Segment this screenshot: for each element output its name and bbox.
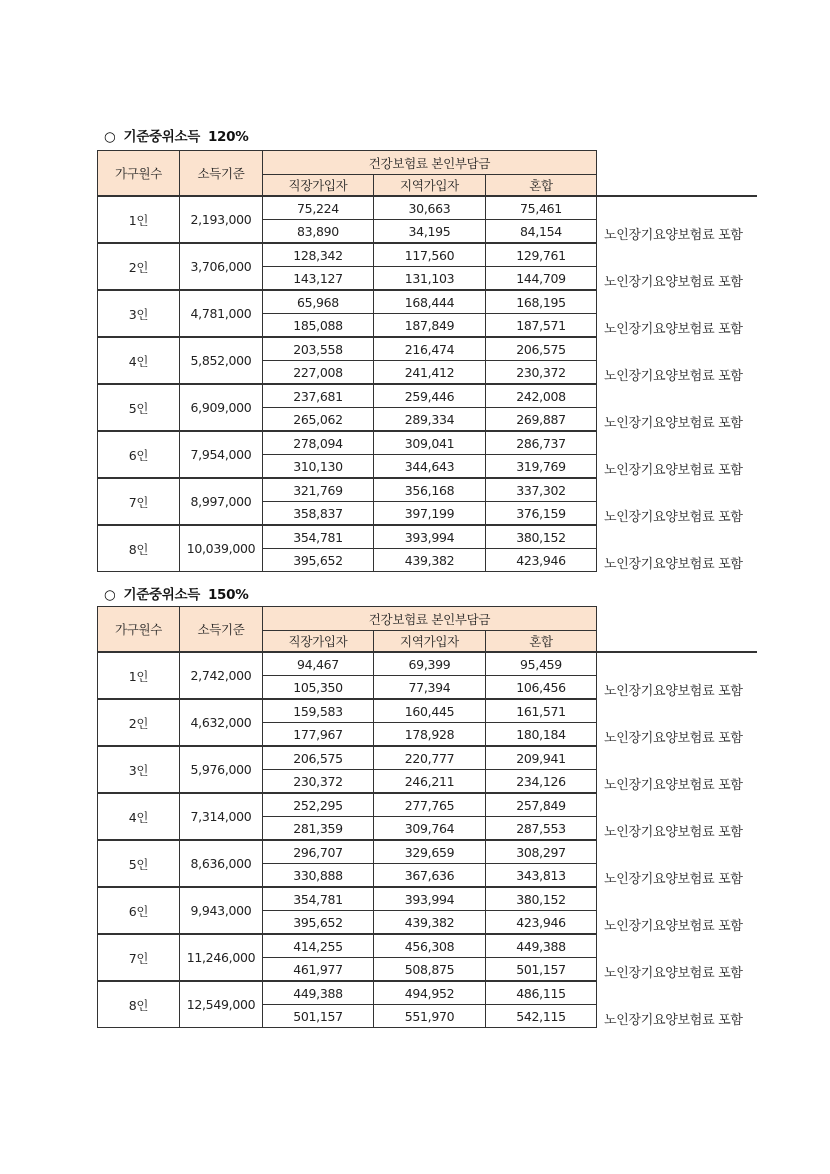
- note-cell: 노인장기요양보험료 포함: [604, 731, 743, 746]
- section-title-150: [104, 583, 248, 603]
- table-row: [98, 525, 757, 549]
- header-col3: 혼합: [486, 175, 597, 197]
- note-cell: 노인장기요양보험료 포함: [604, 825, 743, 840]
- note-cell-empty: [597, 384, 757, 408]
- note-cell: 노인장기요양보험료 포함: [604, 416, 743, 431]
- fee-cell: 354,781: [263, 525, 374, 549]
- fee-cell-incl-ltc: 344,643: [374, 455, 486, 479]
- income-cell: 8,997,000: [180, 478, 263, 525]
- income-cell: 2,742,000: [180, 652, 263, 699]
- fee-cell-incl-ltc: 187,571: [486, 314, 597, 338]
- section-title-text: 기준중위소득: [123, 129, 200, 145]
- fee-cell: 277,765: [374, 793, 486, 817]
- fee-cell: 393,994: [374, 887, 486, 911]
- fee-cell: 356,168: [374, 478, 486, 502]
- fee-cell-incl-ltc: 178,928: [374, 723, 486, 747]
- fee-cell: 160,445: [374, 699, 486, 723]
- income-cell: 4,781,000: [180, 290, 263, 337]
- table-row: [98, 934, 757, 958]
- note-cell: 노인장기요양보험료 포함: [604, 510, 743, 525]
- fee-cell-incl-ltc: 330,888: [263, 864, 374, 888]
- table-row: [98, 337, 757, 361]
- fee-cell: 203,558: [263, 337, 374, 361]
- household-cell: 7인: [98, 934, 180, 981]
- fee-cell-incl-ltc: 230,372: [486, 361, 597, 385]
- income-cell: 7,954,000: [180, 431, 263, 478]
- income-cell: 4,632,000: [180, 699, 263, 746]
- fee-cell: 252,295: [263, 793, 374, 817]
- fee-cell: 486,115: [486, 981, 597, 1005]
- fee-cell: 65,968: [263, 290, 374, 314]
- table-row: [98, 793, 757, 817]
- table-row: [98, 981, 757, 1005]
- fee-cell: 30,663: [374, 196, 486, 220]
- fee-cell-incl-ltc: 439,382: [374, 911, 486, 935]
- household-cell: 5인: [98, 840, 180, 887]
- header-col2: 지역가입자: [374, 175, 486, 197]
- fee-cell-incl-ltc: 397,199: [374, 502, 486, 526]
- household-cell: 8인: [98, 981, 180, 1028]
- fee-cell: 161,571: [486, 699, 597, 723]
- fee-cell-incl-ltc: 241,412: [374, 361, 486, 385]
- fee-cell-incl-ltc: 265,062: [263, 408, 374, 432]
- household-cell: 2인: [98, 699, 180, 746]
- household-cell: 8인: [98, 525, 180, 572]
- note-cell: 노인장기요양보험료 포함: [604, 684, 743, 699]
- fee-cell: 69,399: [374, 652, 486, 676]
- fee-cell: 494,952: [374, 981, 486, 1005]
- note-cell-empty: [597, 652, 757, 676]
- household-cell: 3인: [98, 746, 180, 793]
- fee-cell: 321,769: [263, 478, 374, 502]
- fee-cell: 168,444: [374, 290, 486, 314]
- note-cell-empty: [597, 337, 757, 361]
- fee-cell: 309,041: [374, 431, 486, 455]
- table-row: [98, 243, 757, 267]
- fee-cell: 129,761: [486, 243, 597, 267]
- bullet-circle-icon: ○: [104, 129, 116, 145]
- fee-cell: 216,474: [374, 337, 486, 361]
- table-row: [98, 431, 757, 455]
- fee-cell-incl-ltc: 230,372: [263, 770, 374, 794]
- fee-cell: 242,008: [486, 384, 597, 408]
- fee-cell-incl-ltc: 227,008: [263, 361, 374, 385]
- header-col1: 직장가입자: [263, 631, 374, 653]
- note-cell: 노인장기요양보험료 포함: [604, 275, 743, 290]
- household-cell: 4인: [98, 793, 180, 840]
- header-group: 건강보험료 본인부담금: [263, 607, 597, 631]
- fee-cell: 220,777: [374, 746, 486, 770]
- income-cell: 2,193,000: [180, 196, 263, 243]
- fee-cell-incl-ltc: 358,837: [263, 502, 374, 526]
- household-cell: 4인: [98, 337, 180, 384]
- header-col1: 직장가입자: [263, 175, 374, 197]
- income-cell: 10,039,000: [180, 525, 263, 572]
- note-cell-empty: [597, 525, 757, 549]
- fee-cell-incl-ltc: 246,211: [374, 770, 486, 794]
- header-income: 소득기준: [180, 151, 263, 197]
- note-cell-empty: [597, 699, 757, 723]
- note-cell-empty: [597, 887, 757, 911]
- fee-cell-incl-ltc: 287,553: [486, 817, 597, 841]
- fee-cell-incl-ltc: 187,849: [374, 314, 486, 338]
- table-row: [98, 840, 757, 864]
- fee-cell-incl-ltc: 423,946: [486, 911, 597, 935]
- fee-cell-incl-ltc: 144,709: [486, 267, 597, 291]
- fee-cell: 414,255: [263, 934, 374, 958]
- fee-cell-incl-ltc: 180,184: [486, 723, 597, 747]
- household-cell: 6인: [98, 431, 180, 478]
- note-cell: 노인장기요양보험료 포함: [604, 322, 743, 337]
- section-title-text: 기준중위소득: [123, 587, 200, 603]
- fee-cell-incl-ltc: 131,103: [374, 267, 486, 291]
- fee-cell-incl-ltc: 395,652: [263, 549, 374, 572]
- section-title-percent: 150%: [207, 587, 249, 603]
- household-cell: 1인: [98, 652, 180, 699]
- fee-cell-incl-ltc: 143,127: [263, 267, 374, 291]
- note-cell: 노인장기요양보험료 포함: [604, 872, 743, 887]
- fee-cell-incl-ltc: 177,967: [263, 723, 374, 747]
- fee-cell-incl-ltc: 84,154: [486, 220, 597, 244]
- fee-cell: 159,583: [263, 699, 374, 723]
- fee-cell: 75,461: [486, 196, 597, 220]
- fee-cell: 329,659: [374, 840, 486, 864]
- fee-cell-incl-ltc: 319,769: [486, 455, 597, 479]
- table-row: [98, 652, 757, 676]
- income-cell: 9,943,000: [180, 887, 263, 934]
- note-cell-empty: [597, 934, 757, 958]
- fee-cell-incl-ltc: 367,636: [374, 864, 486, 888]
- fee-cell-incl-ltc: 77,394: [374, 676, 486, 700]
- income-cell: 3,706,000: [180, 243, 263, 290]
- fee-cell: 206,575: [486, 337, 597, 361]
- fee-cell: 259,446: [374, 384, 486, 408]
- note-cell-empty: [597, 196, 757, 220]
- fee-cell-incl-ltc: 106,456: [486, 676, 597, 700]
- income-cell: 5,852,000: [180, 337, 263, 384]
- header-household: 가구원수: [98, 607, 180, 653]
- note-cell-empty: [597, 290, 757, 314]
- section-title-120: [104, 125, 248, 145]
- fee-cell: 393,994: [374, 525, 486, 549]
- note-cell: 노인장기요양보험료 포함: [604, 919, 743, 934]
- fee-cell: 380,152: [486, 887, 597, 911]
- fee-cell-incl-ltc: 269,887: [486, 408, 597, 432]
- table-row: [98, 887, 757, 911]
- fee-cell: 75,224: [263, 196, 374, 220]
- fee-cell-incl-ltc: 105,350: [263, 676, 374, 700]
- table-row: [98, 746, 757, 770]
- household-cell: 5인: [98, 384, 180, 431]
- fee-cell: 257,849: [486, 793, 597, 817]
- fee-cell: 354,781: [263, 887, 374, 911]
- fee-cell: 308,297: [486, 840, 597, 864]
- section-title-percent: 120%: [207, 129, 249, 145]
- fee-cell-incl-ltc: 542,115: [486, 1005, 597, 1028]
- note-cell: 노인장기요양보험료 포함: [604, 463, 743, 478]
- note-cell-empty: [597, 746, 757, 770]
- fee-cell-incl-ltc: 439,382: [374, 549, 486, 572]
- fee-cell-incl-ltc: 309,764: [374, 817, 486, 841]
- fee-cell: 95,459: [486, 652, 597, 676]
- note-cell-empty: [597, 793, 757, 817]
- table-row: [98, 196, 757, 220]
- header-col3: 혼합: [486, 631, 597, 653]
- fee-cell-incl-ltc: 501,157: [486, 958, 597, 982]
- table-body: [98, 196, 757, 572]
- fee-cell-incl-ltc: 83,890: [263, 220, 374, 244]
- note-cell: 노인장기요양보험료 포함: [604, 556, 743, 572]
- fee-cell-incl-ltc: 310,130: [263, 455, 374, 479]
- fee-cell-incl-ltc: 508,875: [374, 958, 486, 982]
- bullet-circle-icon: ○: [104, 587, 116, 603]
- note-cell-empty: [597, 243, 757, 267]
- fee-cell-incl-ltc: 281,359: [263, 817, 374, 841]
- note-cell-empty: [597, 431, 757, 455]
- fee-table-150: [97, 606, 757, 1028]
- fee-cell: 278,094: [263, 431, 374, 455]
- fee-cell: 456,308: [374, 934, 486, 958]
- fee-cell-incl-ltc: 234,126: [486, 770, 597, 794]
- fee-cell: 286,737: [486, 431, 597, 455]
- note-cell-empty: [597, 981, 757, 1005]
- fee-cell: 296,707: [263, 840, 374, 864]
- table-row: [98, 384, 757, 408]
- fee-cell-incl-ltc: 289,334: [374, 408, 486, 432]
- fee-cell: 206,575: [263, 746, 374, 770]
- fee-cell-incl-ltc: 551,970: [374, 1005, 486, 1028]
- income-cell: 8,636,000: [180, 840, 263, 887]
- table-row: [98, 290, 757, 314]
- fee-cell-incl-ltc: 395,652: [263, 911, 374, 935]
- fee-table-120: [97, 150, 757, 572]
- income-cell: 5,976,000: [180, 746, 263, 793]
- header-income: 소득기준: [180, 607, 263, 653]
- table-body: [98, 652, 757, 1028]
- note-cell: 노인장기요양보험료 포함: [604, 966, 743, 981]
- table-row: [98, 478, 757, 502]
- fee-cell: 337,302: [486, 478, 597, 502]
- fee-cell: 117,560: [374, 243, 486, 267]
- income-cell: 6,909,000: [180, 384, 263, 431]
- income-cell: 7,314,000: [180, 793, 263, 840]
- fee-cell: 449,388: [263, 981, 374, 1005]
- fee-cell-incl-ltc: 343,813: [486, 864, 597, 888]
- fee-cell-incl-ltc: 376,159: [486, 502, 597, 526]
- fee-cell: 209,941: [486, 746, 597, 770]
- fee-cell-incl-ltc: 34,195: [374, 220, 486, 244]
- note-cell: 노인장기요양보험료 포함: [604, 778, 743, 793]
- income-cell: 11,246,000: [180, 934, 263, 981]
- header-group: 건강보험료 본인부담금: [263, 151, 597, 175]
- fee-cell: 380,152: [486, 525, 597, 549]
- note-cell: 노인장기요양보험료 포함: [604, 1012, 743, 1028]
- household-cell: 3인: [98, 290, 180, 337]
- income-cell: 12,549,000: [180, 981, 263, 1028]
- note-cell: 노인장기요양보험료 포함: [604, 369, 743, 384]
- fee-cell: 168,195: [486, 290, 597, 314]
- header-household: 가구원수: [98, 151, 180, 197]
- household-cell: 7인: [98, 478, 180, 525]
- fee-cell-incl-ltc: 423,946: [486, 549, 597, 572]
- note-cell: 노인장기요양보험료 포함: [604, 228, 743, 243]
- fee-cell: 449,388: [486, 934, 597, 958]
- fee-cell-incl-ltc: 501,157: [263, 1005, 374, 1028]
- header-col2: 지역가입자: [374, 631, 486, 653]
- fee-cell: 128,342: [263, 243, 374, 267]
- household-cell: 1인: [98, 196, 180, 243]
- table-row: [98, 699, 757, 723]
- note-cell-empty: [597, 478, 757, 502]
- fee-cell: 94,467: [263, 652, 374, 676]
- fee-cell-incl-ltc: 185,088: [263, 314, 374, 338]
- fee-cell-incl-ltc: 461,977: [263, 958, 374, 982]
- household-cell: 2인: [98, 243, 180, 290]
- household-cell: 6인: [98, 887, 180, 934]
- fee-cell: 237,681: [263, 384, 374, 408]
- note-cell-empty: [597, 840, 757, 864]
